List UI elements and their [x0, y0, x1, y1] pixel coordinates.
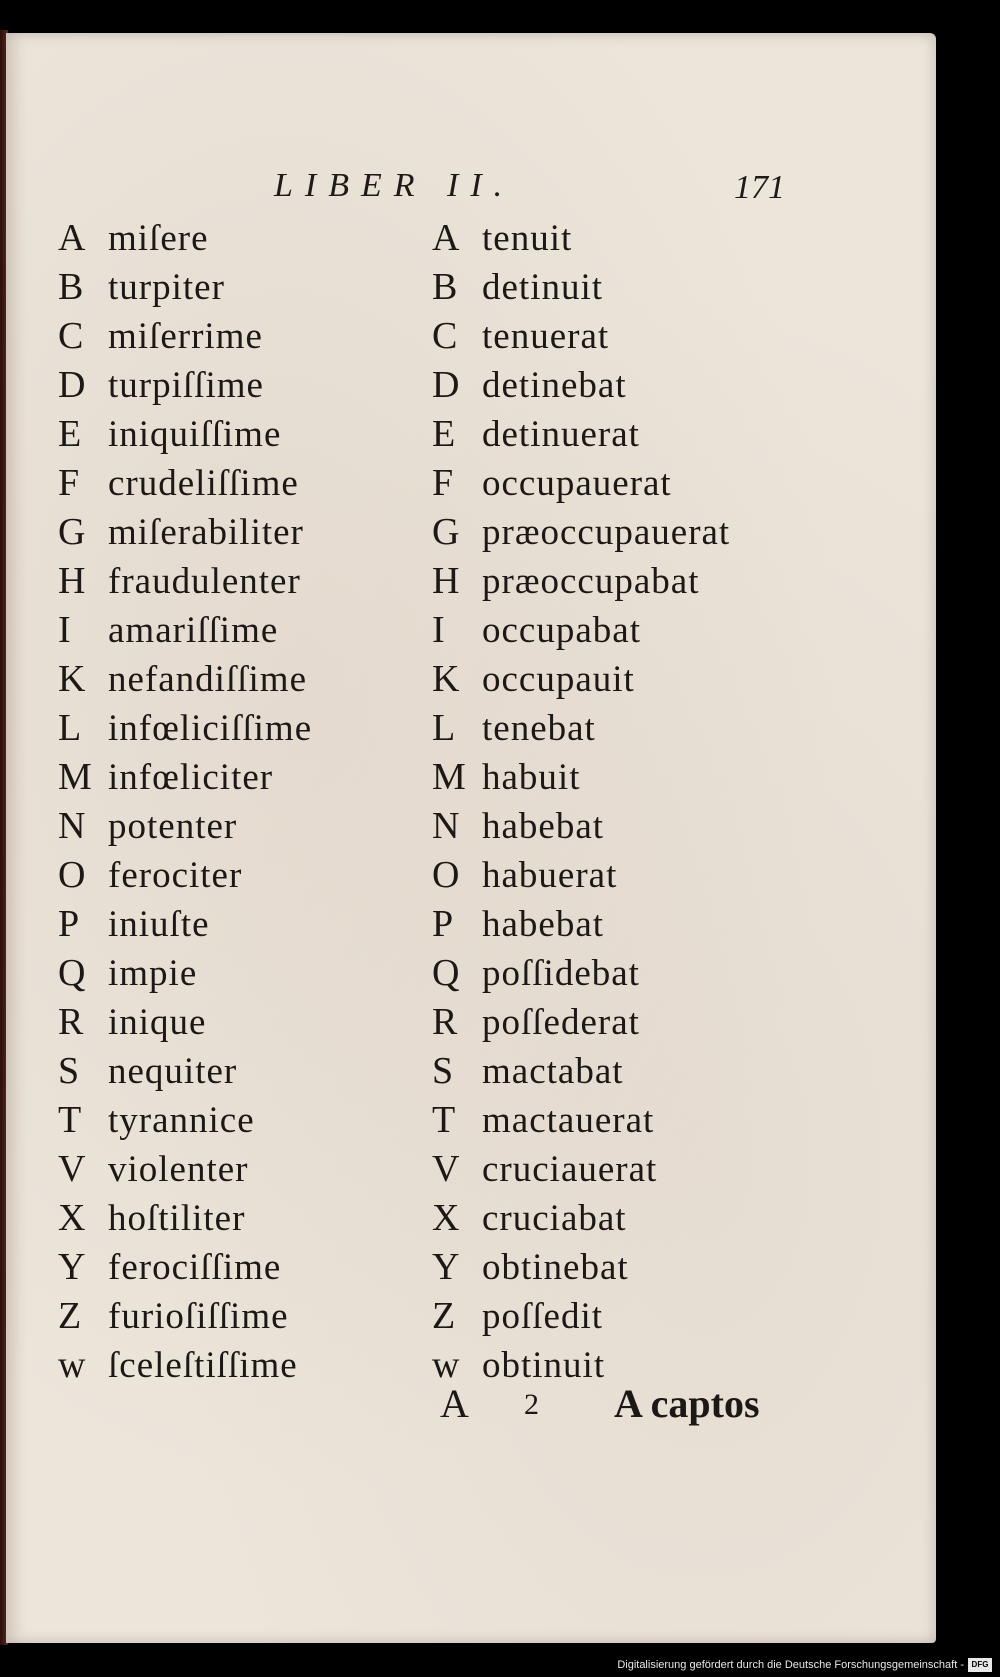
entry-letter: Z [58, 1295, 82, 1337]
entry-letter: D [58, 364, 86, 406]
entry-letter: w [432, 1344, 460, 1386]
digitization-credit: Digitalisierung gefördert durch die Deutsche Forschungsgemeinschaft - [617, 1659, 964, 1671]
list-item [58, 951, 312, 1000]
entry-letter: P [58, 903, 80, 945]
list-item [58, 265, 312, 314]
entry-word: nequiter [108, 1051, 238, 1092]
list-item [58, 1000, 312, 1049]
entry-letter: Z [432, 1295, 456, 1337]
entry-word: tenuerat [482, 316, 610, 357]
entry-word: potenter [108, 806, 238, 847]
entry-word: cruciauerat [482, 1149, 658, 1190]
entry-word: ſceleſtiſſime [108, 1345, 298, 1386]
entry-letter: E [58, 413, 82, 455]
entry-letter: Y [432, 1246, 460, 1288]
entry-letter: N [432, 805, 460, 847]
page-number: 171 [734, 169, 785, 206]
list-item [58, 1098, 312, 1147]
entry-word: poſſedit [482, 1296, 604, 1337]
entry-letter: T [58, 1099, 82, 1141]
entry-word: miſerabiliter [108, 512, 304, 553]
entry-letter: R [58, 1001, 84, 1043]
entry-letter: I [432, 609, 445, 651]
entry-letter: K [432, 658, 460, 700]
entry-letter: Y [58, 1246, 86, 1288]
entry-letter: B [58, 266, 84, 308]
entry-word: occupauerat [482, 463, 672, 504]
list-item [432, 1098, 730, 1147]
entry-word: ferociſſime [108, 1247, 282, 1288]
list-item [58, 1196, 312, 1245]
entry-word: hoſtiliter [108, 1198, 246, 1239]
list-item [432, 559, 730, 608]
list-item [432, 1196, 730, 1245]
left-column-list [58, 216, 312, 1392]
entry-word: iniquiſſime [108, 414, 282, 455]
entry-word: occupauit [482, 659, 635, 700]
list-item [432, 755, 730, 804]
entry-word: fraudulenter [108, 561, 301, 602]
list-item [58, 559, 312, 608]
list-item [58, 412, 312, 461]
entry-letter: R [432, 1001, 458, 1043]
entry-word: ferociter [108, 855, 243, 896]
entry-word: crudeliſſime [108, 463, 299, 504]
list-item [432, 1049, 730, 1098]
list-item [432, 1245, 730, 1294]
list-item [58, 1343, 312, 1392]
entry-word: cruciabat [482, 1198, 627, 1239]
entry-word: occupabat [482, 610, 641, 651]
list-item [58, 1294, 312, 1343]
entry-word: detinuerat [482, 414, 640, 455]
entry-letter: B [432, 266, 458, 308]
signature-letter: A [440, 1381, 469, 1426]
list-item [432, 657, 730, 706]
entry-word: tenebat [482, 708, 596, 749]
list-item [58, 216, 312, 265]
list-item [432, 1000, 730, 1049]
entry-letter: P [432, 903, 454, 945]
entry-word: detinebat [482, 365, 627, 406]
entry-letter: M [58, 756, 92, 798]
entry-letter: L [58, 707, 82, 749]
entry-word: poſſederat [482, 1002, 640, 1043]
entry-word: præoccupauerat [482, 512, 731, 553]
list-item [432, 853, 730, 902]
entry-word: inique [108, 1002, 207, 1043]
entry-letter: V [58, 1148, 86, 1190]
list-item [58, 902, 312, 951]
entry-word: obtinuit [482, 1345, 606, 1386]
entry-letter: E [432, 413, 456, 455]
list-item [432, 314, 730, 363]
list-item [58, 706, 312, 755]
entry-letter: Q [432, 952, 460, 994]
entry-letter: V [432, 1148, 460, 1190]
entry-letter: A [58, 217, 86, 259]
entry-word: detinuit [482, 267, 604, 308]
entry-letter: C [432, 315, 458, 357]
signature-number: 2 [524, 1388, 539, 1421]
entry-word: habebat [482, 904, 605, 945]
entry-letter: O [432, 854, 460, 896]
list-item [432, 1294, 730, 1343]
entry-word: impie [108, 953, 198, 994]
entry-word: miſere [108, 218, 209, 259]
dfg-logo-icon: DFG [968, 1658, 992, 1672]
entry-word: turpiter [108, 267, 225, 308]
entry-letter: S [432, 1050, 454, 1092]
entry-word: poſſidebat [482, 953, 640, 994]
catchword: A captos [614, 1381, 760, 1426]
entry-word: præoccupabat [482, 561, 700, 602]
list-item [432, 706, 730, 755]
entry-word: mactauerat [482, 1100, 655, 1141]
list-item [58, 510, 312, 559]
entry-letter: H [58, 560, 86, 602]
entry-word: amariſſime [108, 610, 279, 651]
list-item [58, 461, 312, 510]
list-item [432, 363, 730, 412]
entry-word: habuerat [482, 855, 618, 896]
entry-word: furioſiſſime [108, 1296, 289, 1337]
entry-word: infœliciſſime [108, 708, 313, 749]
list-item [432, 461, 730, 510]
list-item [432, 951, 730, 1000]
list-item [432, 412, 730, 461]
list-item [58, 804, 312, 853]
entry-letter: I [58, 609, 71, 651]
entry-word: iniuſte [108, 904, 210, 945]
entry-letter: C [58, 315, 84, 357]
entry-letter: K [58, 658, 86, 700]
entry-word: tenuit [482, 218, 573, 259]
book-page [6, 33, 936, 1643]
list-item [58, 1245, 312, 1294]
list-item [432, 1147, 730, 1196]
list-item [58, 657, 312, 706]
list-item [432, 804, 730, 853]
list-item [58, 853, 312, 902]
list-item [58, 314, 312, 363]
entry-letter: N [58, 805, 86, 847]
list-item [432, 510, 730, 559]
list-item [58, 1049, 312, 1098]
entry-word: tyrannice [108, 1100, 255, 1141]
entry-word: nefandiſſime [108, 659, 307, 700]
running-head: LIBER II. [274, 167, 515, 204]
entry-word: turpiſſime [108, 365, 264, 406]
list-item [58, 363, 312, 412]
entry-letter: L [432, 707, 456, 749]
entry-letter: S [58, 1050, 80, 1092]
entry-letter: T [432, 1099, 456, 1141]
entry-letter: A [432, 217, 460, 259]
entry-word: habebat [482, 806, 605, 847]
entry-letter: w [58, 1344, 86, 1386]
entry-word: mactabat [482, 1051, 624, 1092]
entry-letter: X [58, 1197, 86, 1239]
entry-letter: H [432, 560, 460, 602]
entry-letter: O [58, 854, 86, 896]
list-item [432, 902, 730, 951]
entry-letter: F [58, 462, 80, 504]
right-column-list [432, 216, 730, 1392]
entry-letter: X [432, 1197, 460, 1239]
entry-letter: G [58, 511, 86, 553]
list-item [58, 608, 312, 657]
list-item [432, 265, 730, 314]
entry-letter: M [432, 756, 466, 798]
entry-letter: Q [58, 952, 86, 994]
list-item [58, 755, 312, 804]
list-item [432, 216, 730, 265]
entry-letter: D [432, 364, 460, 406]
entry-word: violenter [108, 1149, 249, 1190]
list-item [58, 1147, 312, 1196]
entry-word: infœliciter [108, 757, 274, 798]
entry-letter: G [432, 511, 460, 553]
entry-word: miſerrime [108, 316, 263, 357]
entry-word: habuit [482, 757, 581, 798]
entry-word: obtinebat [482, 1247, 629, 1288]
list-item [432, 608, 730, 657]
entry-letter: F [432, 462, 454, 504]
